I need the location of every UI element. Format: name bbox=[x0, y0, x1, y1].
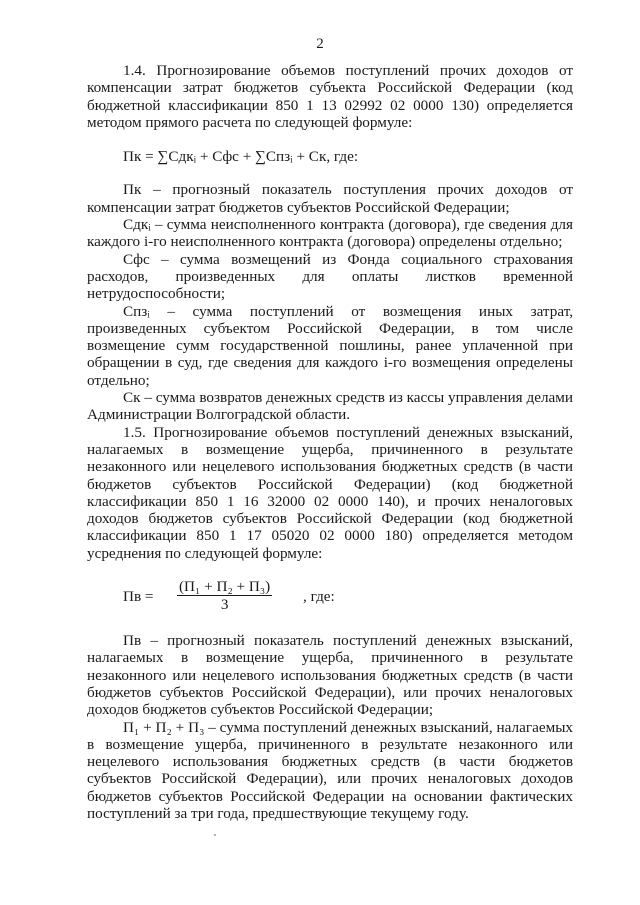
formula-pv-lhs: Пв = bbox=[123, 588, 154, 606]
page-number: 2 bbox=[316, 36, 324, 52]
definition-pv: Пв – прогнозный показатель поступлений денежных взысканий, налагаемых в возмещение ущерба, причиненного в результате незаконного или нецелевого использования бюджетных средств (в части бюджетов субъектов Российской Федерации), или прочих неналоговых доходов бюджетов субъектов Российской Федерации; bbox=[87, 632, 573, 719]
formula-pv bbox=[123, 578, 573, 618]
definition-sk: Ск – сумма возвратов денежных средств из кассы управления делами Администрации Волгоградской области. bbox=[87, 389, 573, 424]
paragraph-1-5: 1.5. Прогнозирование объемов поступлений денежных взысканий, налагаемых в возмещение ущерба, причиненного в результате незаконного или нецелевого использования бюджетных средств (в части бюджетов субъектов Российской Федерации) (код бюджетной классификации 850 1 16 32000 02 0000 140), и прочих неналоговых доходов бюджетов субъектов Российской Федерации (код бюджетной классификации 850 1 17 05020 02 0000 180) определяется методом усреднения по следующей формуле: bbox=[87, 423, 573, 562]
scan-speck bbox=[214, 834, 216, 836]
formula-pk: Пк = ∑Сдкᵢ + Сфс + ∑Спзᵢ + Ск, где: bbox=[123, 148, 359, 166]
document-body bbox=[87, 62, 573, 822]
definition-sfs: Сфс – сумма возмещений из Фонда социального страхования расходов, произведенных для оплаты листков временной нетрудоспособности; bbox=[87, 250, 573, 303]
definition-pk: Пк – прогнозный показатель поступления прочих доходов от компенсации затрат бюджетов субъектов Российской Федерации; bbox=[87, 181, 573, 216]
formula-pv-fraction bbox=[177, 578, 272, 613]
formula-pv-numerator: (П₁ + П₂ + П₃) bbox=[179, 578, 271, 596]
formula-pv-denominator: 3 bbox=[220, 596, 229, 614]
formula-pv-rhs: , где: bbox=[303, 588, 335, 606]
paragraph-1-4: 1.4. Прогнозирование объемов поступлений прочих доходов от компенсации затрат бюджетов субъекта Российской Федерации (код бюджетной классификации 850 1 13 02992 02 0000 130) определяется методом прямого расчета по следующей формуле: bbox=[87, 62, 573, 131]
definition-p-sum: П₁ + П₂ + П₃ – сумма поступлений денежных взысканий, налагаемых в возмещение ущерба, причиненного в результате незаконного или нецелевого использования бюджетных средств (в части бюджетов субъектов Российской Федерации), или прочих неналоговых доходов бюджетов субъектов Российской Федерации на основании фактических поступлений за три года, предшествующие текущему году. bbox=[87, 718, 573, 822]
definition-spz: Спзᵢ – сумма поступлений от возмещения иных затрат, произведенных субъектом Российской Федерации, в том числе возмещение сумм государственной пошлины, ранее уплаченной при обращении в суд, где сведения для каждого i-го возмещения определены отдельно; bbox=[87, 302, 573, 389]
definition-sdk: Сдкᵢ – сумма неисполненного контракта (договора), где сведения для каждого i-го неисполненного контракта (договора) определены отдельно; bbox=[87, 216, 573, 251]
